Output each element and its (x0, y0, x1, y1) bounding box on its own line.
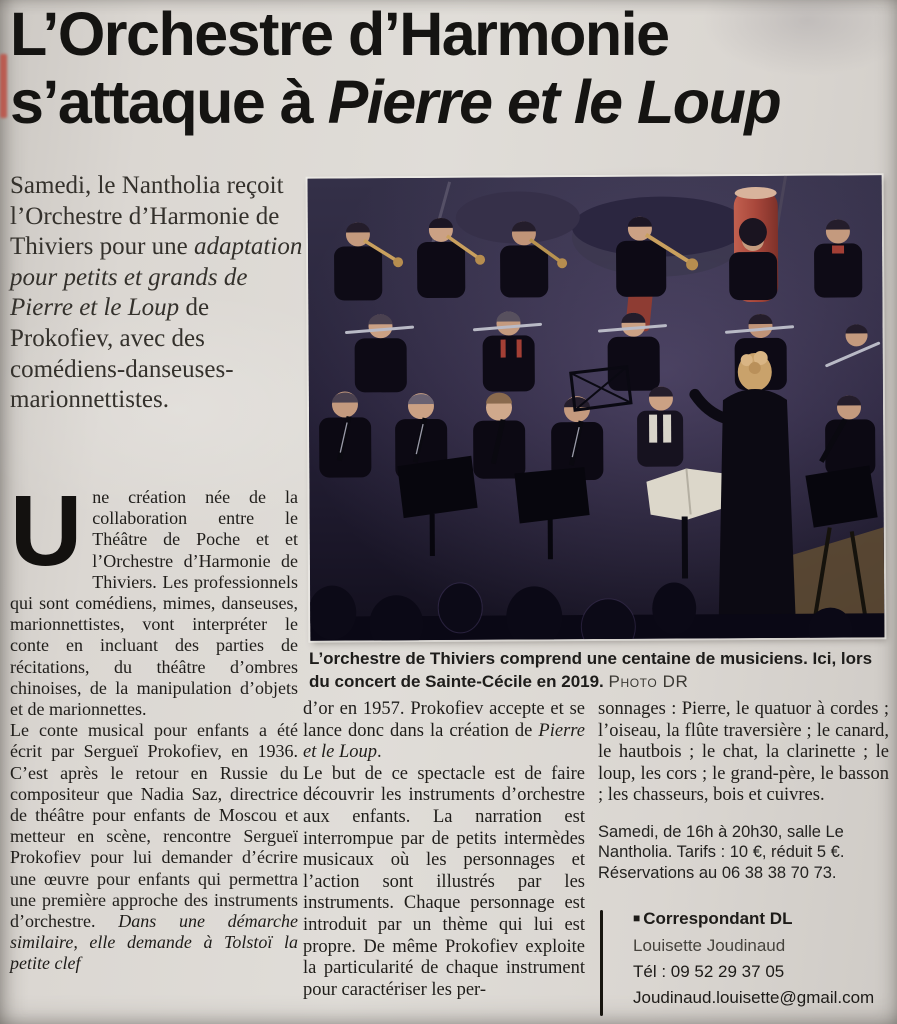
paragraph-2-roman: Le conte musical pour enfants a été écrit par Sergueï Prokofiev, en 1936. C’est après le retour en Russie du compositeur que Nadia Saz, directrice de théâtre pour enfants de Moscou et metteur en scène, rencontre Sergueï Prokofiev pour lui demander d’écrire une œuvre pour enfants qui permettra une première approche des instruments d’orchestre. (10, 720, 298, 932)
paragraph-2 (10, 720, 298, 974)
photo-credit: Photo DR (608, 671, 689, 691)
correspondent-block (598, 906, 889, 1016)
drop-cap: U (10, 475, 83, 587)
correspondent-title-text: Correspondant DL (643, 909, 793, 929)
paragraph-2-italic: Dans une démarche similaire, elle demande à Tolstoï la petite clef (10, 911, 298, 974)
paragraph-3 (303, 699, 585, 764)
correspondent-title (633, 906, 874, 933)
paragraph-4: Le but de ce spectacle est de faire découvrir les instruments d’orchestre aux enfants. La narration est interrompue par de petits intermèdes musicaux où les personnages et l’action sont illustrés par les instruments. Chaque personnage est introduit par un thème qui lui est propre. De même Prokofiev exploite la particularité de chaque instrument pour caractériser les per- (303, 763, 585, 1000)
lede-roman-1: Samedi, le Nantholia reçoit l’Orchestre d’Harmonie de Thiviers pour une (10, 172, 284, 261)
body-column-2 (303, 699, 585, 1001)
paragraph-3-end: . (377, 742, 382, 763)
orchestra-photo (308, 175, 885, 640)
paragraph-3-roman: d’or en 1957. Prokofiev accepte et se lance donc dans la création de (303, 699, 585, 741)
body-column-1 (10, 475, 298, 975)
caption-text: L’orchestre de Thiviers comprend une centaine de musiciens. Ici, lors du concert de Sainte-Cécile en 2019. (309, 649, 873, 691)
lede-italic: adaptation pour petits et grands de Pierre et le Loup (10, 233, 303, 322)
correspondent-name: Louisette Joudinaud (633, 936, 786, 956)
photo-caption (309, 648, 893, 693)
paragraph-5: sonnages : Pierre, le quatuor à cordes ; l’oiseau, la flûte traversière ; le canard, le hautbois ; le chat, la clarinette ; le loup, les cors ; le grand-père, le basson ; les chasseurs, bois et cuivres. (598, 699, 889, 806)
adjacent-column-red-fragment (0, 54, 7, 118)
lede-roman-2: de Prokofiev, avec des comédiens-danseuses-marionnettistes. (10, 294, 234, 414)
article-headline (10, 0, 894, 136)
correspondent-email: Joudinaud.louisette@gmail.com (633, 988, 875, 1008)
paragraph-1-text: ne création née de la collaboration entre le Théâtre de Poche et et l’Orchestre d’Harmonie de Thiviers. Les professionnels qui sont comédiens, mimes, danseuses, marionnettistes, vont interpréter le conte en incluant des parties de récitations, du théâtre d’ombres chinoises, de la manipulation d’objets et de marionnettes. (10, 487, 298, 720)
correspondent-lines (633, 906, 874, 1016)
headline-line1: L’Orchestre d’Harmonie (10, 0, 669, 68)
paragraph-3-italic: Pierre et le Loup (303, 720, 585, 763)
correspondent-rule (600, 910, 603, 1016)
article-lede (10, 171, 303, 416)
orchestra-photo-illustration (308, 175, 885, 640)
square-bullet-icon: ■ (633, 911, 641, 926)
paragraph-dropcap (10, 475, 298, 720)
practical-info: Samedi, de 16h à 20h30, salle Le Nantholia. Tarifs : 10 €, réduit 5 €. Réservations au 06 38 38 70 73. (598, 822, 845, 882)
headline-line2 (10, 68, 894, 136)
headline-line2-title-italic: Pierre et le Loup (327, 68, 781, 136)
headline-line2-roman: s’attaque à (10, 68, 328, 136)
body-column-3 (598, 699, 889, 1016)
correspondent-phone: Tél : 09 52 29 37 05 (633, 962, 785, 982)
